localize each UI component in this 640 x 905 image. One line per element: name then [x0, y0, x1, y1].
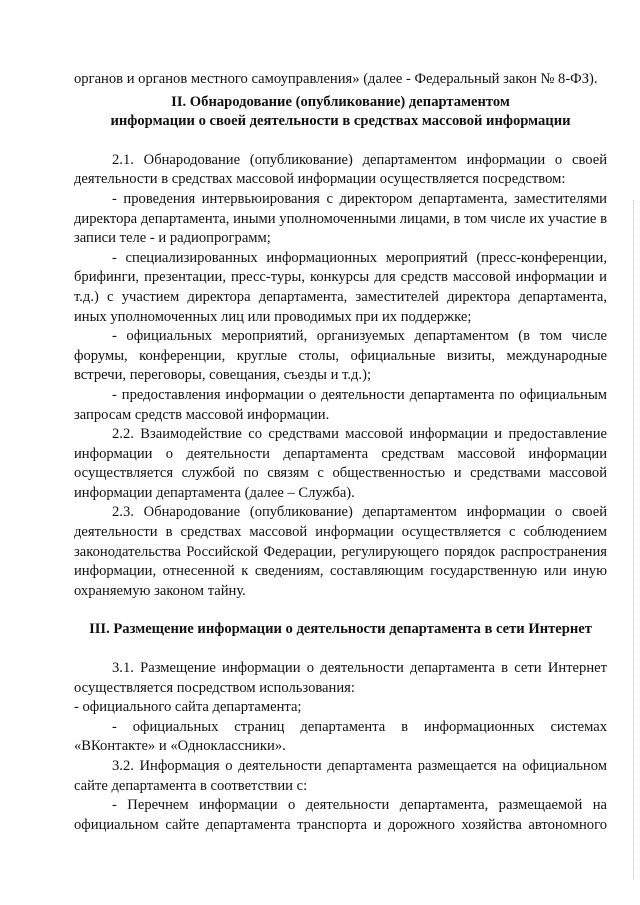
paragraph-2-1: 2.1. Обнародование (опубликование) департаментом информации о своей деятельности в средствах массовой информации осуществляется посредством: [74, 151, 607, 188]
document-page [74, 0, 607, 835]
top-fragment: органов и органов местного самоуправления» (далее - Федеральный закон № 8-ФЗ). [74, 71, 598, 87]
paragraph-3-2: 3.2. Информация о деятельности департамента размещается на официальном сайте департамента в соответствии с: [74, 758, 607, 794]
list-item-info-events: - специализированных информационных мероприятий (пресс-конференции, брифинги, презентации, пресс-туры, конкурсы для средств массовой информации и т.д.) с участием директора департамента, заместителей директора департамента, иных уполномоченных лиц или проводимых при их поддержке; [74, 249, 607, 325]
list-item-social-pages: - официальных страниц департамента в информационных системах «ВКонтакте» и «Одноклассники». [74, 718, 607, 755]
list-item-media-requests: - предоставления информации о деятельности департамента по официальным запросам средств массовой информации. [74, 386, 607, 423]
section-3-heading: III. Размещение информации о деятельности департамента в сети Интернет [89, 621, 592, 638]
list-item-official-events: - официальных мероприятий, организуемых департаментом (в том числе форумы, конференции, круглые столы, официальные визиты, международные встречи, переговоры, совещания, съезды и т.д.); [74, 328, 607, 384]
list-item-info-list: - Перечнем информации о деятельности департамента, размещаемой на официальном сайте департамента транспорта и дорожного хозяйства автономного [74, 797, 607, 833]
paragraph-2-3: 2.3. Обнародование (опубликование) департаментом информации о своей деятельности в средствах массовой информации осуществляется с соблюдением законодательства Российской Федерации, регулирующего порядок распространения информации, отнесенной к сведениям, составляющим государственную или иную охраняемую законом тайну. [74, 504, 607, 599]
scan-edge-line [633, 200, 634, 880]
list-item-official-site: - официального сайта департамента; [74, 699, 302, 716]
paragraph-3-1: 3.1. Размещение информации о деятельности департамента в сети Интернет осуществляется посредством использования: [74, 660, 607, 696]
paragraph-2-2: 2.2. Взаимодействие со средствами массовой информации и предоставление информации о деятельности департамента средствам массовой информации осуществляется службой по связям с общественностью и средствами массовой информации департамента (далее – Служба). [74, 426, 607, 501]
section-2-heading-line-2: информации о своей деятельности в средствах массовой информации [110, 113, 571, 130]
list-item-interviews: - проведения интервьюирования с директором департамента, заместителями директора департамента, иными уполномоченными лицами, в том числе их участие в записи теле - и радиопрограмм; [74, 190, 607, 247]
section-2-heading-line-1: II. Обнародование (опубликование) департаментом [171, 93, 510, 110]
